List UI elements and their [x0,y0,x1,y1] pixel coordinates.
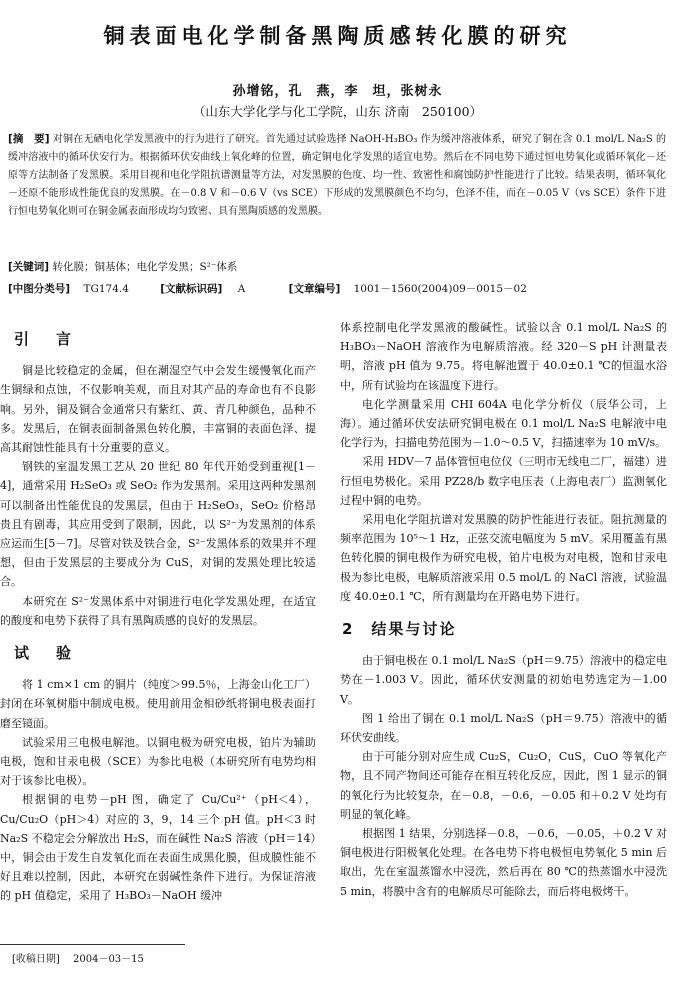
results-para: 由于铜电极在 0.1 mol/L Na₂S（pH＝9.75）溶液中的稳定电势在－1.003 V。因此，循环伏安测量的初始电势选定为－1.00 V。 [340,654,667,706]
method-para: 采用 HDV－7 晶体管恒电位仪（三明市无线电二厂，福建）进行恒电势极化。采用 PZ28/b 数字电压表（上海电表厂）监测氧化过程中铜的电势。 [340,455,667,507]
received-date [12,950,144,965]
intro-para: 铜是比较稳定的金属，但在潮湿空气中会发生缓慢氧化而产生铜绿和点蚀，不仅影响美观，而且对其产品的寿命也有不良影响。另外，铜及铜合金通常只有紫红、黄、青几种颜色，品种不多。发黑后，在铜表面制备黑色转化膜，丰富铜的表面色泽、提高其耐蚀性能具有十分重要的意义。 [0,364,316,455]
abstract [8,130,666,221]
results-para: 由于可能分别对应生成 Cu₂S，Cu₂O，CuS，CuO 等氧化产物，且不同产物间还可能存在相互转化反应，因此，图 1 显示的铜的氧化行为比较复杂，在－0.8，－0.6，－0.05 和＋0.2 V 处均有明显的氧化峰。 [340,750,667,821]
article-no-value: 1001－1560(2004)09－0015－02 [353,283,527,295]
doc-code-label: [文献标识码] [160,283,223,295]
method-para: 体系控制电化学发黑液的酸碱性。试验以含 0.1 mol/L Na₂S 的 H₃BO₃－NaOH 溶液作为电解质溶液。经 320－S pH 计测量表明，溶液 pH 值为 9.75。将电解池置于 40.0±0.1 ℃的恒温水浴中，所有试验均在该温度下进行。 [340,321,667,392]
article-no-label: [文章编号] [288,283,341,295]
classification-row [8,280,666,298]
received-date-label: [收稿日期] [12,954,60,965]
section-intro-heading: 引 言 [14,330,78,348]
section-experiment-heading: 试 验 [14,644,78,663]
method-para: 电化学测量采用 CHI 604A 电化学分析仪（辰华公司，上海）。通过循环伏安法研究铜电极在 0.1 mol/L Na₂S 电解液中电化学行为，扫描电势范围为－1.0～0.5 V，扫描速率为 10 mV/s。 [340,397,667,450]
received-date-value: 2004－03－15 [73,954,144,965]
affiliation: （山东大学化学与化工学院，山东 济南 250100） [192,104,483,119]
section-results-heading: 2 结果与讨论 [342,620,457,639]
left-column [0,320,316,906]
results-para: 根据图 1 结果，分别选择－0.8，－0.6，－0.05，＋0.2 V 对铜电极进行阳极氧化处理。在各电势下将电极恒电势氧化 5 min 后取出，先在室温蒸馏水中浸洗，然后再在 80 ℃的热蒸馏水中浸洗 5 min，将膜中含有的电解质尽可能除去，而后将电极烤干。 [340,827,667,898]
footnote-divider [0,944,185,945]
intro-para: 本研究在 S²⁻发黑体系中对铜进行电化学发黑处理，在适宜的酸度和电势下获得了具有黑陶质感的良好的发黑层。 [0,594,316,627]
keywords-row [8,258,666,276]
keywords-text: 转化膜；铜基体；电化学发黑；S²⁻体系 [52,261,238,273]
doc-code-value: A [237,283,246,295]
experiment-para: 将 1 cm×1 cm 的铜片（纯度＞99.5％，上海金山化工厂）封闭在环氧树脂中制成电极。使用前用金相砂纸将铜电极表面打磨至镜面。 [0,678,316,730]
method-para: 采用电化学阻抗谱对发黑膜的防护性能进行表征。阻抗测量的频率范围为 10⁵～1 Hz，正弦交流电幅度为 5 mV。采用覆盖有黑色转化膜的铜电极作为研究电极，铂片电极为对电极，饱和甘汞电极为参比电极，电解质溶液采用 0.5 mol/L 的 NaCl 溶液，试验温度 40.0±0.1 ℃，所有测量均在开路电势下进行。 [340,513,667,603]
classification-value: TG174.4 [83,283,129,295]
results-para: 图 1 给出了铜在 0.1 mol/L Na₂S（pH＝9.75）溶液中的循环伏安曲线。 [340,711,667,745]
experiment-para: 试验采用三电极电解池。以铜电极为研究电极，铂片为辅助电极，饱和甘汞电极（SCE）为参比电极（本研究所有电势均相对于该参比电极）。 [0,735,316,788]
abstract-label: [摘 要] [8,133,50,145]
abstract-text: 对铜在无硒电化学发黑液中的行为进行了研究。首先通过试验选择 NaOH-H₃BO₃ 作为缓冲溶液体系，研究了铜在含 0.1 mol/L Na₂S 的缓冲溶液中的循环伏安行为。根据循环伏安曲线上氧化峰的位置，确定铜电化学发黑的适宜电势。然后在不同电势下通过恒电势氧化或循环氧化－还原等方法制备了发黑膜。采用目视和电化学阻抗谱测量等方法，对发黑膜的色度、均一性、致密性和腐蚀防护性能进行了比较。结果表明，循环氧化－还原不能形成性能优良的发黑膜。在－0.8 V 和－0.6 V（vs SCE）下形成的发黑膜颜色不均匀，色泽不佳，而在－0.05 V（vs SCE）条件下进行恒电势氧化则可在铜金属表面形成均匀致密、具有黑陶质感的发黑膜。 [8,134,666,217]
paper-title: 铜表面电化学制备黑陶质感转化膜的研究 [103,24,572,48]
right-column [340,318,667,901]
authors: 孙增铭，孔 燕，李 坦，张树永 [232,84,443,99]
classification-label: [中图分类号] [8,283,71,295]
experiment-para: 根据铜的电势－pH 图，确定了 Cu/Cu²⁺（pH＜4），Cu/Cu₂O（pH＞4）对应的 3，9，14 三个 pH 值。pH＜3 时 Na₂S 不稳定会分解放出 H₂S，而在碱性 Na₂S 溶液（pH＝14）中，铜会由于发生自发氧化而在表面生成黑化膜，但成膜性能不好且难以控制，因此，本研究在弱碱性条件下进行。为保证溶液的 pH 值稳定，采用了 H₃BO₃－NaOH 缓冲 [0,793,316,903]
intro-para: 钢铁的室温发黑工艺从 20 世纪 80 年代开始受到重视[1－4]，通常采用 H₂SeO₃ 或 SeO₂ 作为发黑剂。采用这两种发黑剂可以制备出性能优良的发黑层，但由于 H₂SeO₃，SeO₂ 价格昂贵且有剧毒，其应用受到了限制，因此，以 S²⁻为发黑剂的体系应运而生[5－7]。尽管对铁及铁合金，S²⁻发黑体系的效果并不理想，但由于发黑层的主要成分为 CuS，对铜的发黑处理比较适合。 [0,460,316,589]
keywords-label: [关键词] [8,261,50,273]
